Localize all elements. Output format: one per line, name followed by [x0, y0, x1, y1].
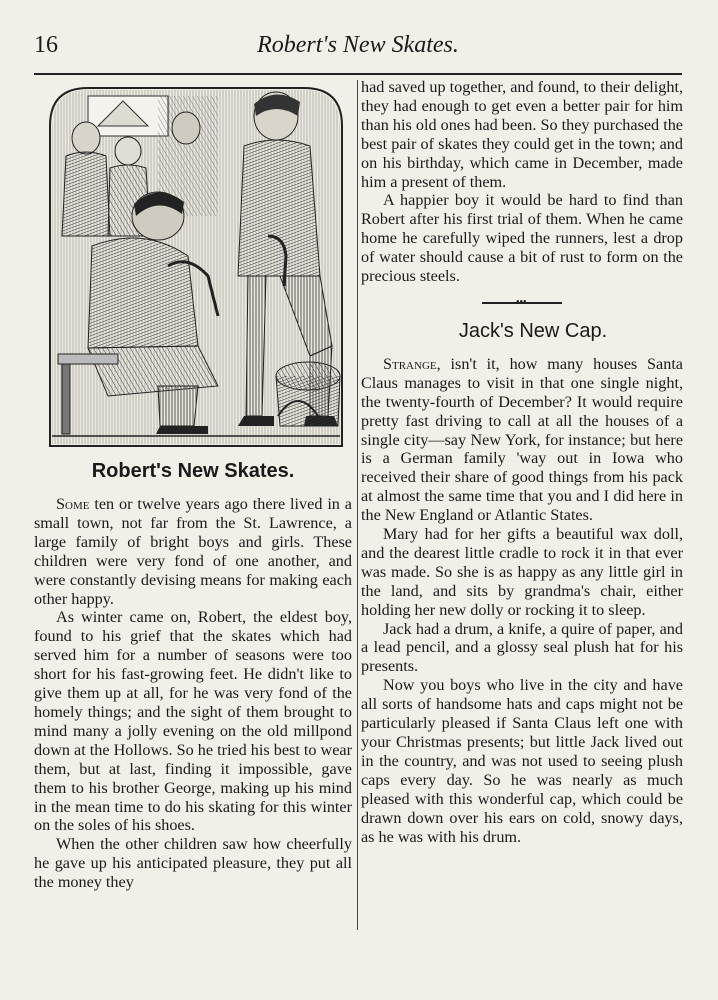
- engraving-illustration: [48, 86, 344, 448]
- page-header: [34, 32, 682, 62]
- story1-paragraph-4: A happier boy it would be hard to find than Robert after his first trial of them. When he came home he carefully wiped the runners, lest a drop of water should cause a bit of rust to form on the precious steels.: [361, 191, 683, 286]
- page-number: 16: [34, 32, 58, 58]
- section-ornament: [361, 296, 683, 310]
- story1-paragraph-3-start: When the other children saw how cheerfully he gave up his anticipated pleasure, they put all the money they: [34, 835, 352, 892]
- story2-paragraph-1: [361, 355, 683, 525]
- story2-paragraph-4: Now you boys who live in the city and have all sorts of handsome hats and caps might not be particularly pleased if Santa Claus left one with your Christmas presents; but little Jack lived out in the country, and was not used to seeing plush caps every day. So he was nearly as much pleased with this wonderful cap, which could be drawn down over his ears on cold, snowy days, as he was with his drum.: [361, 676, 683, 846]
- story1-paragraph-3-end: had saved up together, and found, to their delight, they had enough to get even a better pair for him than his old ones had been. So they purchased the best pair of skates they could get in the town; and on his birthday, which came in December, made him a present of them.: [361, 78, 683, 191]
- story-title-roberts-skates: Robert's New Skates.: [91, 460, 295, 482]
- story1-paragraph-2: As winter came on, Robert, the eldest boy, found to his grief that the skates which had served him for a number of seasons were too short for his fast-growing feet. He didn't like to give them up at all, for he was very fond of the homely things; and the sight of them brought to mind many a jolly evening on the old millpond down at the Hollows. So he tried his best to wear them, but at last, finding it impossible, gave them to his brother George, making up his mind in the mean time to do his skating for this winter on the soles of his shoes.: [34, 608, 352, 835]
- story2-paragraph-2: Mary had for her gifts a beautiful wax doll, and the dearest little cradle to rock it in that ever was made. So she is as happy as any little girl in the land, and sits by grandma's chair, either holding her new dolly or rocking it to sleep.: [361, 525, 683, 619]
- title-spacer: [361, 341, 683, 355]
- story2-lead-word: Strange: [383, 354, 437, 373]
- story-title-jacks-cap: Jack's New Cap.: [458, 319, 608, 342]
- story1-lead-word: Some: [56, 495, 90, 513]
- story1-p1-text: ten or twelve years ago there lived in a small town, not far from the St. Lawrence, a large family of bright boys and girls. These children were very fond of one another, and were constantly devising means for making each other happy.: [34, 495, 352, 608]
- left-column: [34, 495, 352, 892]
- ornament-dot: •••: [516, 296, 527, 308]
- running-title: Robert's New Skates.: [257, 32, 459, 58]
- story2-p1-text: , isn't it, how many houses Santa Claus manages to visit in that one single night, the twenty-fourth of December? It would require pretty fast driving to call at all the houses of a single city—say New York, for instance; but here is a German family 'way out in Iowa who received their share of good things from his pack at almost the same time that you and I did here in the New England or Atlantic States.: [361, 354, 683, 525]
- column-divider: [357, 80, 358, 930]
- story2-paragraph-3: Jack had a drum, a knife, a quire of paper, and a lead pencil, and a glossy seal plush hat for his presents.: [361, 619, 683, 676]
- header-rule: [34, 73, 682, 75]
- right-column: [361, 78, 683, 846]
- story1-paragraph-1: [34, 495, 352, 608]
